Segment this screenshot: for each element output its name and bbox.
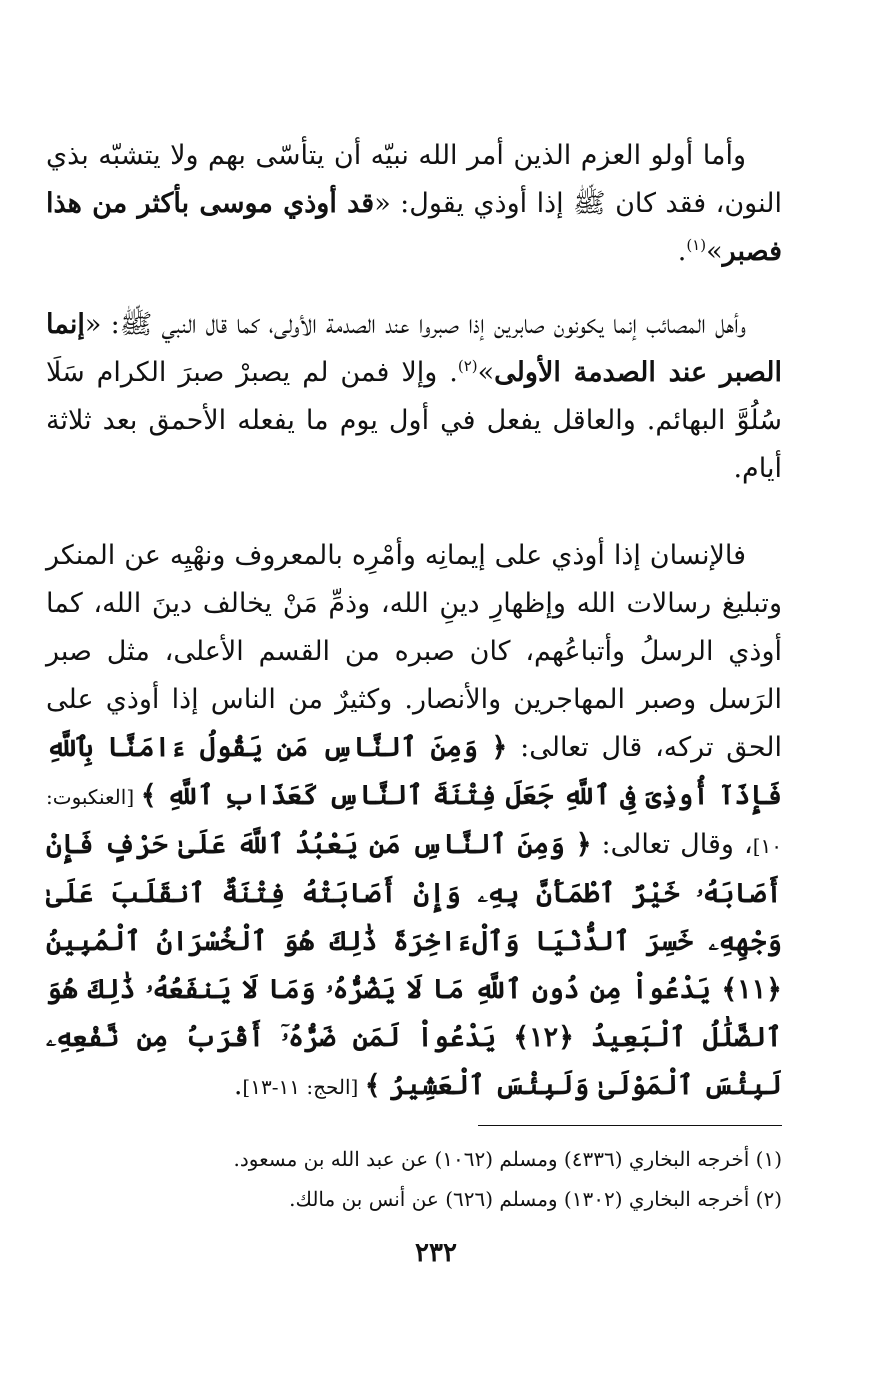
quote-close-2: »	[477, 357, 495, 388]
paragraph-3	[46, 532, 782, 1111]
paragraph-2-text-end: . وإلا فمن لم يصبرْ صبرَ الكرام سَلَا سُلُوَّ البهائم. والعاقل يفعل في أول يوم ما يفعله الأحمق بعد ثلاثة أيام.	[46, 357, 782, 484]
hadith-quote-1: قد أوذي موسى بأكثر من هذا فصبر	[46, 188, 782, 267]
paragraph-3-text-middle: ، وقال تعالى:	[591, 829, 753, 860]
footnote-marker-2[interactable]: (٢)	[457, 357, 478, 375]
paragraph-1-text-end: .	[677, 236, 687, 267]
paragraph-1-text	[46, 132, 782, 276]
paragraph-1-text-start: وأما أولو العزم الذين أمر الله نبيّه أن يتأسّى بهم ولا يتشبّه بذي النون، فقد كان ﷺ إذا أوذي يقول: «	[46, 140, 782, 219]
quran-verse-1: ﴿ وَمِنَ ٱلنَّاسِ مَن يَقُولُ ءَامَنَّا بِٱللَّهِ فَإِذَآ أُوذِىَ فِى ٱللَّهِ جَعَلَ فِتْنَةَ ٱلنَّاسِ كَعَذَابِ ٱللَّهِ ﴾	[46, 732, 782, 811]
footnote-2: (٢) أخرجه البخاري (١٣٠٢) ومسلم (٦٢٦) عن أنس بن مالك.	[289, 1187, 782, 1211]
paragraph-1	[46, 132, 782, 276]
footnote-marker-1[interactable]: (١)	[686, 236, 707, 254]
verse-reference-1: [العنكبوت: ١٠]	[46, 785, 782, 858]
page-number: ٢٣٢	[415, 1238, 457, 1268]
verse-reference-2: [الحج: ١١-١٣]	[242, 1075, 365, 1099]
footnote-1: (١) أخرجه البخاري (٤٣٣٦) ومسلم (١٠٦٢) عن عبد الله بن مسعود.	[233, 1147, 782, 1171]
paragraph-3-text-end: .	[233, 1070, 243, 1101]
paragraph-2-text	[46, 301, 782, 493]
footnote-divider	[478, 1125, 782, 1126]
quote-close-1: »	[706, 236, 723, 267]
hadith-quote-2: إنما الصبر عند الصدمة الأولى	[46, 309, 783, 388]
footnotes	[46, 1139, 782, 1219]
quran-verse-2: ﴿ وَمِنَ ٱلنَّاسِ مَن يَعْبُدُ ٱللَّهَ عَلَىٰ حَرْفٍ فَإِنْ أَصَابَهُۥ خَيْرٌ ٱطْمَأَنَّ بِهِۦ وَإِنْ أَصَابَتْهُ فِتْنَةٌ ٱنقَلَبَ عَلَىٰ وَجْهِهِۦ خَسِرَ ٱلدُّنْيَا وَٱلْءَاخِرَةَ ذَٰلِكَ هُوَ ٱلْخُسْرَانُ ٱلْمُبِينُ ﴿١١﴾ يَدْعُواْ مِن دُونِ ٱللَّهِ مَا لَا يَضُرُّهُۥ وَمَا لَا يَنفَعُهُۥ ذَٰلِكَ هُوَ ٱلضَّلَٰلُ ٱلْبَعِيدُ ﴿١٢﴾ يَدْعُواْ لَمَن ضَرُّهُۥٓ أَقْرَبُ مِن نَّفْعِهِۦ لَبِئْسَ ٱلْمَوْلَىٰ وَلَبِئْسَ ٱلْعَشِيرُ ﴾	[46, 829, 782, 1101]
paragraph-3-text-start: فالإنسان إذا أوذي على إيمانِه وأمْرِه بالمعروف ونهْيِه عن المنكر وتبليغ رسالات الله وإظهارِ دينِ الله، وذمِّ مَنْ يخالف دينَ الله، كما أوذي الرسلُ وأتباعُهم، كان صبره من القسم الأعلى، مثل صبر الرَسل وصبر المهاجرين والأنصار. وكثيرٌ من الناس إذا أوذي على الحق تركه، قال تعالى:	[46, 540, 782, 763]
paragraph-2-text-start: وأهل المصائب إنما يكونون صابرين إذا صبروا عند الصدمة الأولى، كما قال النبي ﷺ: «	[84, 309, 746, 340]
paragraph-3-text	[46, 532, 782, 1111]
paragraph-2	[46, 301, 782, 493]
